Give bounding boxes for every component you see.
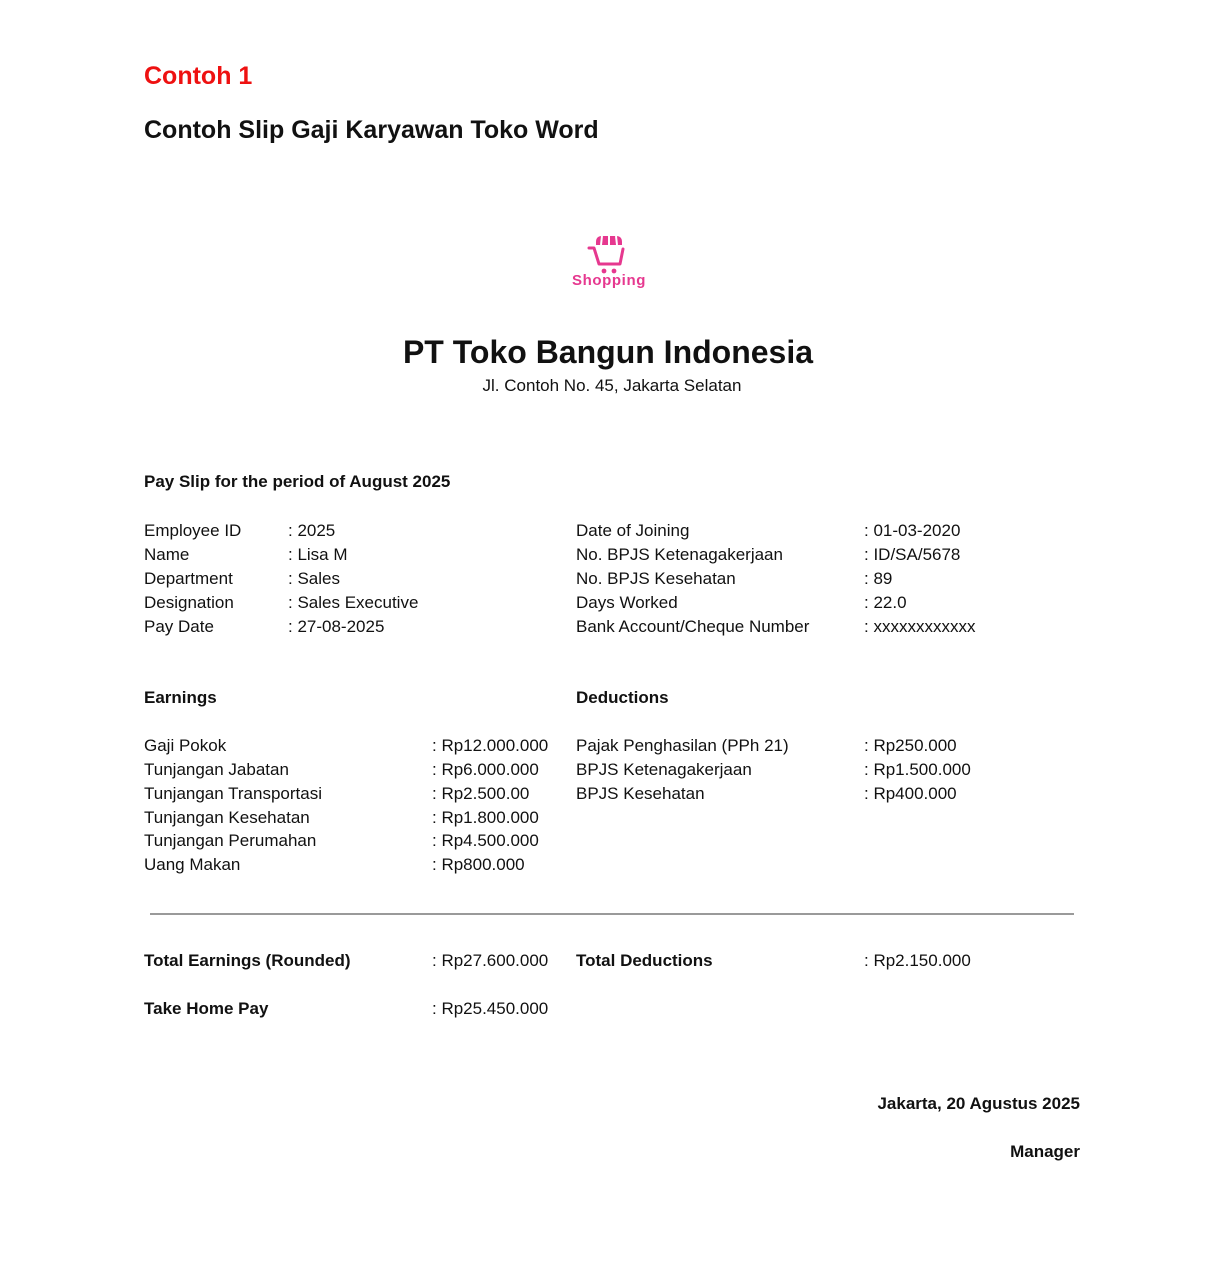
deduction-label: BPJS Kesehatan	[576, 784, 705, 803]
bank-account-value: : xxxxxxxxxxxx	[864, 617, 976, 636]
earning-value: : Rp1.800.000	[432, 808, 539, 827]
total-earnings-value: : Rp27.600.000	[432, 951, 549, 970]
take-home-pay-label: Take Home Pay	[144, 999, 269, 1018]
earning-label: Tunjangan Jabatan	[144, 760, 289, 779]
employee-id-label: Employee ID	[144, 521, 242, 540]
earning-value: : Rp4.500.000	[432, 831, 539, 850]
pay-date-label: Pay Date	[144, 617, 214, 636]
earning-value: : Rp12.000.000	[432, 736, 549, 755]
employee-id-value: : 2025	[288, 521, 336, 540]
deduction-value: : Rp1.500.000	[864, 760, 971, 779]
date-of-joining-value: : 01-03-2020	[864, 521, 961, 540]
deduction-label: BPJS Ketenagakerjaan	[576, 760, 752, 779]
earning-value: : Rp2.500.00	[432, 784, 530, 803]
days-worked-label: Days Worked	[576, 593, 678, 612]
pay-date-value: : 27-08-2025	[288, 617, 385, 636]
days-worked-value: : 22.0	[864, 593, 907, 612]
earning-label: Tunjangan Transportasi	[144, 784, 322, 803]
deduction-value: : Rp250.000	[864, 736, 957, 755]
designation-label: Designation	[144, 593, 234, 612]
earning-value: : Rp800.000	[432, 855, 525, 874]
company-name: PT Toko Bangun Indonesia	[402, 334, 814, 370]
bpjs-ketenagakerjaan-no-value: : ID/SA/5678	[864, 545, 961, 564]
signature-role: Manager	[1010, 1142, 1080, 1161]
name-value: : Lisa M	[288, 545, 348, 564]
bpjs-kesehatan-no-label: No. BPJS Kesehatan	[576, 569, 736, 588]
department-value: : Sales	[288, 569, 340, 588]
divider	[150, 913, 1074, 915]
deduction-label: Pajak Penghasilan (PPh 21)	[576, 736, 789, 755]
bank-account-label: Bank Account/Cheque Number	[576, 617, 810, 636]
department-label: Department	[144, 569, 233, 588]
deduction-value: : Rp400.000	[864, 784, 957, 803]
name-label: Name	[144, 545, 190, 564]
company-logo	[560, 230, 660, 294]
bpjs-kesehatan-no-value: : 89	[864, 569, 893, 588]
logo-text: Shopping	[572, 272, 646, 289]
shopping-cart-icon	[586, 232, 632, 276]
earning-label: Tunjangan Perumahan	[144, 831, 317, 850]
document-title: Contoh Slip Gaji Karyawan Toko Word	[144, 116, 599, 144]
example-label: Contoh 1	[144, 62, 253, 90]
earning-label: Gaji Pokok	[144, 736, 227, 755]
pay-period-title: Pay Slip for the period of August 2025	[144, 472, 451, 491]
designation-value: : Sales Executive	[288, 593, 419, 612]
company-address: Jl. Contoh No. 45, Jakarta Selatan	[482, 376, 742, 395]
total-deductions-label: Total Deductions	[576, 951, 713, 970]
bpjs-ketenagakerjaan-no-label: No. BPJS Ketenagakerjaan	[576, 545, 783, 564]
earning-value: : Rp6.000.000	[432, 760, 539, 779]
date-of-joining-label: Date of Joining	[576, 521, 690, 540]
total-deductions-value: : Rp2.150.000	[864, 951, 971, 970]
earnings-heading: Earnings	[144, 688, 217, 707]
earning-label: Uang Makan	[144, 855, 241, 874]
take-home-pay-value: : Rp25.450.000	[432, 999, 549, 1018]
signature-place-date: Jakarta, 20 Agustus 2025	[877, 1094, 1080, 1113]
earning-label: Tunjangan Kesehatan	[144, 808, 310, 827]
deductions-heading: Deductions	[576, 688, 669, 707]
total-earnings-label: Total Earnings (Rounded)	[144, 951, 351, 970]
